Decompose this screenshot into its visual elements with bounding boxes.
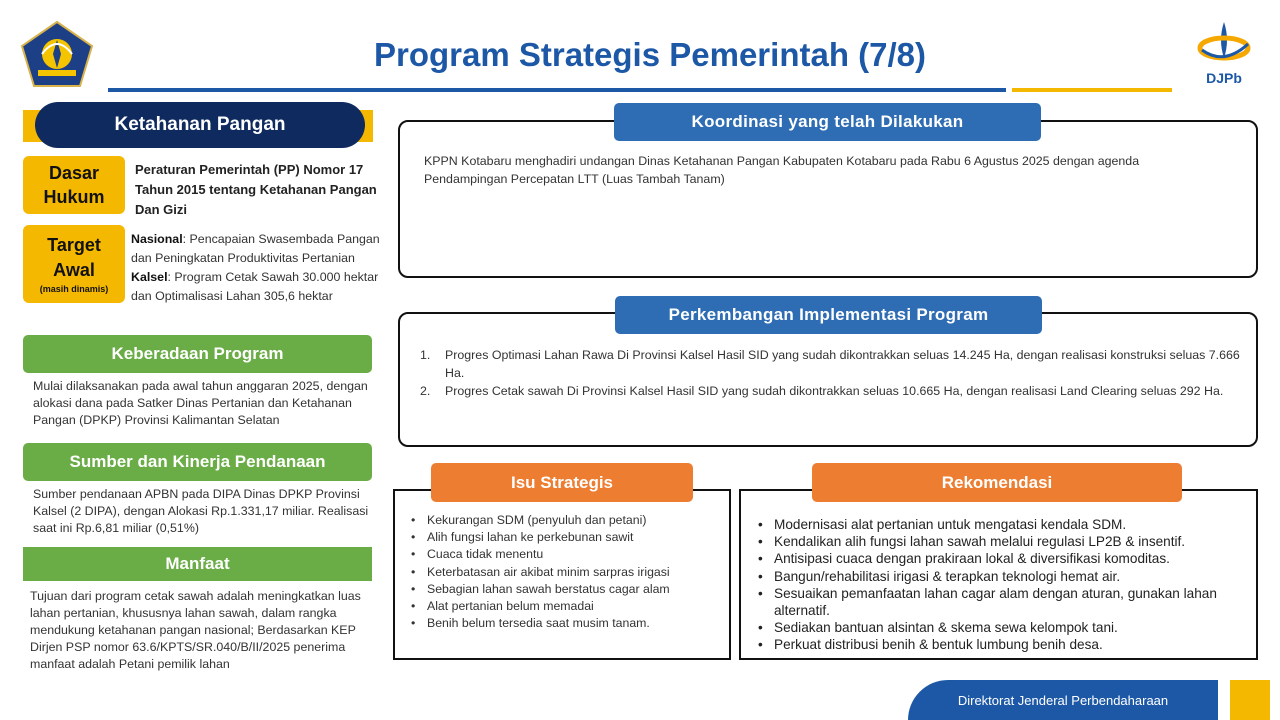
list-item-number: 1. <box>420 348 431 362</box>
keberadaan-program-header: Keberadaan Program <box>23 335 372 373</box>
rekomendasi-list <box>756 516 1226 654</box>
dasar-label-line1: Dasar <box>48 163 100 183</box>
list-item: • Cuaca tidak menentu <box>409 546 727 563</box>
target-kalsel <box>131 268 399 306</box>
target-awal-text <box>131 230 399 306</box>
sumber-pendanaan-text: Sumber pendanaan APBN pada DIPA Dinas DPKP Provinsi Kalsel (2 DIPA), dengan Alokasi Rp.1.331,17 miliar. Realisasi saat ini Rp.6,81 miliar (0,51%) <box>33 487 369 535</box>
list-item: • Benih belum tersedia saat musim tanam. <box>409 615 727 632</box>
list-item <box>420 346 1250 382</box>
target-label-line2: Awal <box>53 260 95 280</box>
isu-strategis-header: Isu Strategis <box>431 463 693 502</box>
manfaat-header: Manfaat <box>23 547 372 581</box>
dasar-hukum-label <box>23 156 125 214</box>
target-awal-label <box>23 225 125 303</box>
keberadaan-program-text: Mulai dilaksanakan pada awal tahun anggaran 2025, dengan alokasi dana pada Satker Dinas Pertanian dan Ketahanan Pangan (DPKP) Provinsi Kalimantan Selatan <box>33 379 368 427</box>
rekomendasi-header: Rekomendasi <box>812 463 1182 502</box>
list-item: • Sebagian lahan sawah berstatus cagar alam <box>409 581 727 598</box>
list-item: • Sesuaikan pemanfaatan lahan cagar alam dengan aturan, gunakan lahan alternatif. <box>756 585 1226 619</box>
perkembangan-list <box>420 346 1250 400</box>
target-nasional-label: Nasional <box>131 232 183 246</box>
target-kalsel-text: : Program Cetak Sawah 30.000 hektar dan Optimalisasi Lahan 305,6 hektar <box>131 270 379 303</box>
list-item: • Bangun/rehabilitasi irigasi & terapkan teknologi hemat air. <box>756 568 1226 585</box>
list-item: • Alat pertanian belum memadai <box>409 598 727 615</box>
list-item: • Kendalikan alih fungsi lahan sawah melalui regulasi LP2B & insentif. <box>756 533 1226 550</box>
title-underline-accent <box>1012 88 1172 92</box>
sumber-pendanaan-header: Sumber dan Kinerja Pendanaan <box>23 443 372 481</box>
target-nasional-text: : Pencapaian Swasembada Pangan dan Peningkatan Produktivitas Pertanian <box>131 232 380 265</box>
dasar-hukum-text: Peraturan Pemerintah (PP) Nomor 17 Tahun 2015 tentang Ketahanan Pangan Dan Gizi <box>135 162 377 217</box>
list-item: • Alih fungsi lahan ke perkebunan sawit <box>409 529 727 546</box>
list-item: • Sediakan bantuan alsintan & skema sewa kelompok tani. <box>756 619 1226 636</box>
djpb-logo-text: DJPb <box>1206 70 1242 86</box>
list-item: • Perkuat distribusi benih & bentuk lumbung benih desa. <box>756 636 1226 653</box>
list-item-number: 2. <box>420 384 431 398</box>
footer-banner: Direktorat Jenderal Perbendaharaan <box>908 680 1218 720</box>
page-title: Program Strategis Pemerintah (7/8) <box>373 36 926 73</box>
title-underline <box>108 88 1006 92</box>
list-item: • Keterbatasan air akibat minim sarpras irigasi <box>409 564 727 581</box>
kemenkeu-logo <box>20 20 94 88</box>
target-label-line1: Target <box>47 235 101 255</box>
list-item-text: Progres Cetak sawah Di Provinsi Kalsel Hasil SID yang sudah dikontrakkan seluas 10.665 Ha, dengan realisasi Land Clearing seluas 292 Ha. <box>445 384 1224 398</box>
list-item-text: Progres Optimasi Lahan Rawa Di Provinsi Kalsel Hasil SID yang sudah dikontrakkan seluas 14.245 Ha, dengan realisasi konstruksi seluas 7.666 Ha. <box>445 348 1240 380</box>
perkembangan-header: Perkembangan Implementasi Program <box>615 296 1042 334</box>
list-item: • Antisipasi cuaca dengan prakiraan lokal & diversifikasi komoditas. <box>756 550 1226 567</box>
koordinasi-panel <box>398 120 1258 278</box>
koordinasi-header: Koordinasi yang telah Dilakukan <box>614 103 1041 141</box>
list-item: • Kekurangan SDM (penyuluh dan petani) <box>409 512 727 529</box>
target-note: (masih dinamis) <box>39 284 109 294</box>
footer-accent <box>1230 680 1270 720</box>
section-title-ketahanan-pangan: Ketahanan Pangan <box>35 102 365 148</box>
djpb-logo <box>1190 20 1258 92</box>
isu-strategis-list <box>409 512 727 632</box>
list-item: • Modernisasi alat pertanian untuk mengatasi kendala SDM. <box>756 516 1226 533</box>
target-kalsel-label: Kalsel <box>131 270 168 284</box>
koordinasi-text: KPPN Kotabaru menghadiri undangan Dinas Ketahanan Pangan Kabupaten Kotabaru pada Rabu 6 Agustus 2025 dengan agenda Pendampingan Percepatan LTT (Luas Tambah Tanam) <box>424 154 1140 186</box>
dasar-label-line2: Hukum <box>43 187 105 207</box>
manfaat-text: Tujuan dari program cetak sawah adalah meningkatkan luas lahan pertanian, khususnya lahan sawah, dalam rangka mendukung ketahanan pangan nasional; Berdasarkan KEP Dirjen PSP nomor 63.6/KPTS/SR.040/B/II/2025 penerima manfaat adalah Petani pemilik lahan <box>30 589 361 671</box>
target-nasional <box>131 230 399 268</box>
list-item <box>420 382 1250 400</box>
